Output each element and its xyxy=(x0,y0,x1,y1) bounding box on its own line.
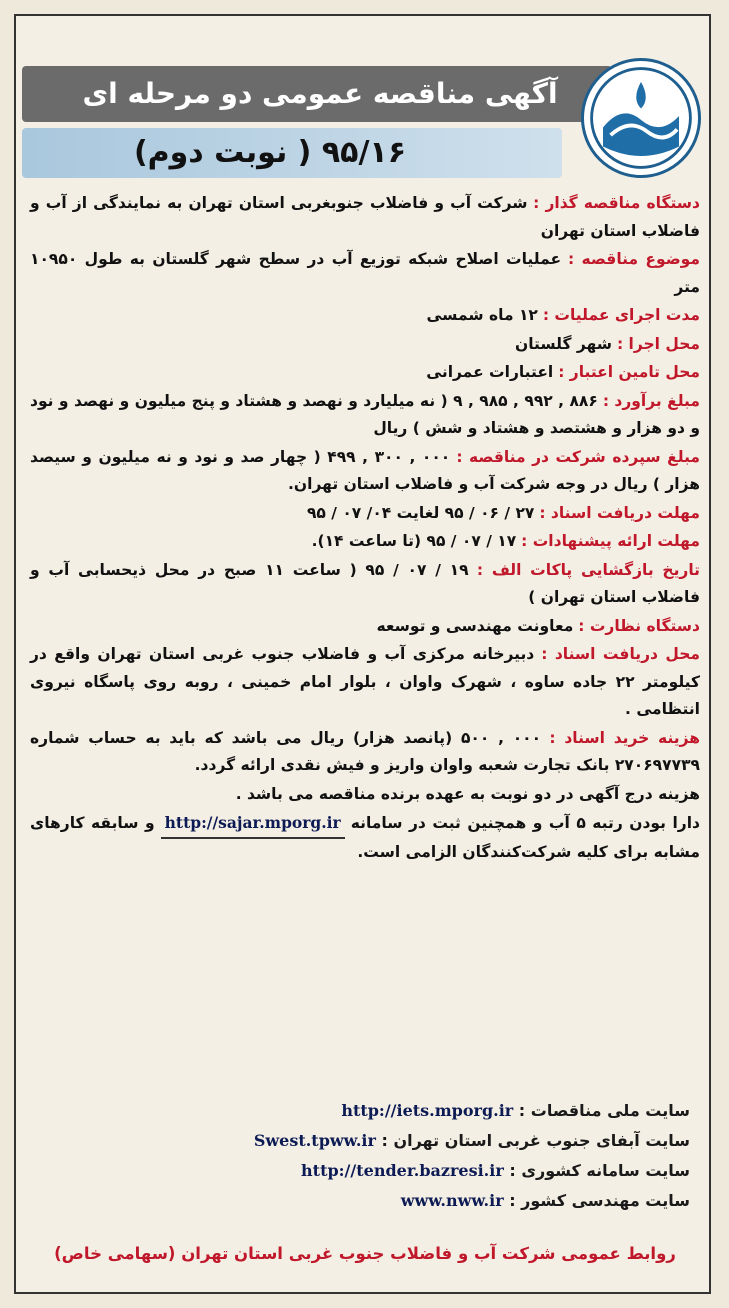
field-location: محل اجرا : شهر گلستان xyxy=(515,334,700,353)
field-bid-deadline: مهلت ارائه پیشنهادات : ۱۷ / ۰۷ / ۹۵ (تا ساعت ۱۴). xyxy=(311,532,700,550)
tender-link[interactable]: http://tender.bazresi.ir xyxy=(301,1161,504,1180)
site-row: سایت آبفای جنوب غربی استان تهران : Swest.tpww.ir xyxy=(253,1131,690,1150)
field-doc-cost: هزینه خرید اسناد : ۰۰۰ , ۵۰۰ (پانصد هزار) ریال می باشد که باید به حساب شماره ۲۷۰۶۹۷۷۳۹ بانک تجارت شعبه واوان واریز و فیش نقدی ارائه گردد. xyxy=(30,728,700,774)
field-subject: موضوع مناقصه : عملیات اصلاح شبکه توزیع آب در سطح شهر گلستان به طول ۱۰۹۵۰ متر xyxy=(30,250,701,296)
site-row: سایت سامانه کشوری : http://tender.bazresi.ir xyxy=(301,1161,690,1180)
field-doc-location: محل دریافت اسناد : دبیرخانه مرکزی آب و فاضلاب جنوب غربی استان تهران واقع در کیلومتر ۲۲ جاده ساوه ، شهرک واوان ، بلوار امام خمینی ، روبه روی پاسگاه نیروی انتظامی . xyxy=(30,645,700,718)
notice-title: آگهی مناقصه عمومی دو مرحله ای xyxy=(82,77,558,110)
notice-number: ۹۵/۱۶ ( نوبت دوم) xyxy=(133,135,407,170)
field-funding: محل تامین اعتبار : اعتبارات عمرانی xyxy=(426,363,700,381)
site-row: سایت ملی مناقصات : http://iets.mporg.ir xyxy=(341,1101,690,1120)
field-doc-deadline: مهلت دریافت اسناد : ۲۷ / ۰۶ / ۹۵ لغایت ۰۴/ ۰۷ / ۹۵ xyxy=(306,503,700,522)
field-duration: مدت اجرای عملیات : ۱۲ ماه شمسی xyxy=(426,306,700,324)
site-row: سایت مهندسی کشور : www.nww.ir xyxy=(400,1191,690,1210)
field-supervisor: دستگاه نظارت : معاونت مهندسی و توسعه xyxy=(376,616,700,635)
notice-body xyxy=(30,190,700,867)
swest-link[interactable]: Swest.tpww.ir xyxy=(253,1131,376,1150)
note-requirement: دارا بودن رتبه ۵ آب و همچنین ثبت در سامانه http://sajar.mporg.ir و سابقه کارهای مشابه برای کلیه شرکت‌کنندگان الزامی است. xyxy=(30,809,700,866)
field-organizer: دستگاه مناقصه گذار : شرکت آب و فاضلاب جنوبغربی استان تهران به نمایندگی از آب و فاضلاب استان تهران xyxy=(30,194,700,240)
public-relations-footer: روابط عمومی شرکت آب و فاضلاب جنوب غربی استان تهران (سهامی خاص) xyxy=(54,1244,676,1263)
iets-link[interactable]: http://iets.mporg.ir xyxy=(341,1101,514,1120)
sajar-link[interactable]: http://sajar.mporg.ir xyxy=(161,809,345,839)
field-estimate: مبلغ برآورد : ۸۸۶ , ۹۹۲ , ۹۸۵ , ۹ ( نه میلیارد و نهصد و هشتاد و پنج میلیون و نهصد و نود و دو هزار و هشتصد و هشتاد و شش ) ریال xyxy=(30,391,700,437)
water-company-logo xyxy=(581,58,701,178)
field-opening-date: تاریخ بازگشایی پاکات الف : ۱۹ / ۰۷ / ۹۵ ( ساعت ۱۱ صبح در محل ذیحسابی آب و فاضلاب استان تهران ) xyxy=(30,560,700,606)
websites-list xyxy=(120,1096,690,1216)
nww-link[interactable]: www.nww.ir xyxy=(400,1191,504,1210)
field-deposit: مبلغ سپرده شرکت در مناقصه : ۰۰۰ , ۳۰۰ , ۴۹۹ ( چهار صد و نود و نه میلیون و سیصد هزار ) ریال در وجه شرکت آب و فاضلاب استان تهران. xyxy=(30,447,700,493)
note-ad-cost: هزینه درج آگهی در دو نوبت به عهده برنده مناقصه می باشد . xyxy=(235,784,700,803)
